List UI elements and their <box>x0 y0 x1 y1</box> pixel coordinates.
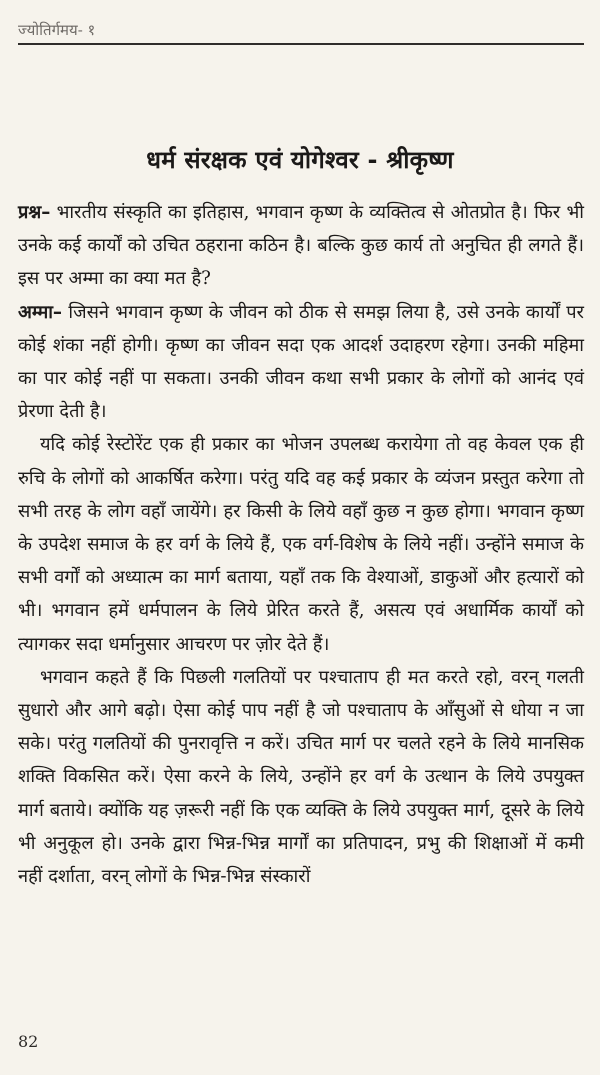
running-head: ज्योतिर्गमय- १ <box>18 21 96 39</box>
body-text <box>18 196 584 893</box>
paragraph-text: भारतीय संस्कृति का इतिहास, भगवान कृष्ण के व्यक्तित्व से ओतप्रोत है। फिर भी उनके कई कार्यों को उचित ठहराना कठिन है। बल्कि कुछ कार्य तो अनुचित ही लगते हैं। इस पर अम्मा का क्या मत है? <box>18 202 584 290</box>
body-paragraph: भगवान कहते हैं कि पिछली गलतियों पर पश्चाताप ही मत करते रहो, वरन् गलती सुधारो और आगे बढ़ो। ऐसा कोई पाप नहीं है जो पश्चाताप के आँसुओं से धोया न जा सके। परंतु गलतियों की पुनरावृत्ति न करें। उचित मार्ग पर चलते रहने के लिये मानसिक शक्ति विकसित करें। ऐसा करने के लिये, उन्होंने हर वर्ग के उत्थान के लिये उपयुक्त मार्ग बताये। क्योंकि यह ज़रूरी नहीं कि एक व्यक्ति के लिये उपयुक्त मार्ग, दूसरे के लिये भी अनुकूल हो। उनके द्वारा भिन्न-भिन्न मार्गों का प्रतिपादन, प्रभु की शिक्षाओं में कमी नहीं दर्शाता, वरन् लोगों के भिन्न-भिन्न संस्कारों <box>18 666 584 888</box>
answer-paragraph <box>18 296 584 429</box>
chapter-title: धर्म संरक्षक एवं योगेश्वर - श्रीकृष्ण <box>146 146 454 175</box>
header-rule <box>18 43 584 45</box>
speaker-label-amma: अम्मा– <box>18 301 63 323</box>
speaker-label-question: प्रश्न– <box>18 202 51 223</box>
paragraph-text: जिसने भगवान कृष्ण के जीवन को ठीक से समझ लिया है, उसे उनके कार्यों पर कोई शंका नहीं होगी। कृष्ण का जीवन सदा एक आदर्श उदाहरण रहेगा। उनकी महिमा का पार कोई नहीं पा सकता। उनकी जीवन कथा सभी प्रकार के लोगों को आनंद एवं प्रेरणा देती है। <box>18 301 584 423</box>
body-paragraph: यदि कोई रेस्टोरेंट एक ही प्रकार का भोजन उपलब्ध करायेगा तो वह केवल एक ही रुचि के लोगों को आकर्षित करेगा। परंतु यदि वह कई प्रकार के व्यंजन प्रस्तुत करेगा तो सभी तरह के लोग वहाँ जायेंगे। हर किसी के लिये वहाँ कुछ न कुछ होगा। भगवान कृष्ण के उपदेश समाज के हर वर्ग के लिये हैं, एक वर्ग-विशेष के लिये नहीं। उन्होंने समाज के सभी वर्गों को अध्यात्म का मार्ग बताया, यहाँ तक कि वेश्याओं, डाकुओं और हत्यारों को भी। भगवान हमें धर्मपालन के लिये प्रेरित करते हैं, असत्य एवं अधार्मिक कार्यों को त्यागकर सदा धर्मानुसार आचरण पर ज़ोर देते हैं। <box>18 434 584 655</box>
page-number: 82 <box>18 1032 39 1051</box>
question-paragraph <box>18 196 584 296</box>
